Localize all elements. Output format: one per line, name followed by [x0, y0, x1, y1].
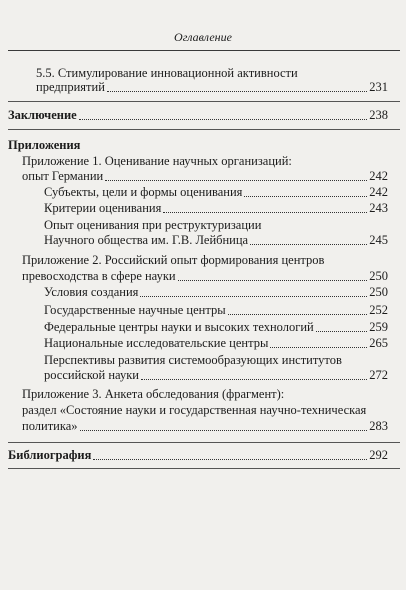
- toc-entry-title: Условия создания: [44, 285, 139, 299]
- toc-entry-app3-line2: раздел «Состояние науки и государственная научно-техническая: [22, 403, 367, 417]
- toc-entry-app1-sub3-line1: Опыт оценивания при реструктуризации: [44, 218, 262, 232]
- page-header-title: Оглавление: [174, 30, 232, 44]
- leader-dots: [270, 347, 367, 348]
- toc-entry-app1-sub1: [44, 185, 388, 200]
- section-separator: [8, 468, 400, 469]
- toc-entry-app1: [22, 169, 388, 184]
- leader-dots: [228, 314, 368, 315]
- toc-entry-title: политика»: [22, 419, 78, 433]
- leader-dots: [316, 331, 368, 332]
- toc-heading-appendices: Приложения: [8, 138, 81, 152]
- toc-entry-title: опыт Германии: [22, 169, 104, 183]
- page-number: 265: [369, 336, 388, 350]
- toc-entry-app2-sub4: [44, 336, 388, 351]
- page-number: 238: [369, 108, 388, 122]
- toc-entry-title: Субъекты, цели и формы оценивания: [44, 185, 243, 199]
- toc-entry-5-5-line1: 5.5. Стимулирование инновационной активности: [36, 66, 298, 80]
- toc-entry-title: Национальные исследовательские центры: [44, 336, 269, 350]
- toc-entry-app2-sub2: [44, 303, 388, 318]
- toc-entry-app1-line1: Приложение 1. Оценивание научных организаций:: [22, 154, 292, 168]
- toc-entry-app1-sub2: [44, 201, 388, 216]
- toc-entry-title: Научного общества им. Г.В. Лейбница: [44, 233, 249, 247]
- section-separator: [8, 129, 400, 130]
- toc-entry-bibliography: [8, 448, 388, 463]
- page-number: 292: [369, 448, 388, 462]
- leader-dots: [244, 196, 367, 197]
- toc-entry-app2-sub5: [44, 368, 388, 383]
- section-separator: [8, 442, 400, 443]
- leader-dots: [140, 296, 367, 297]
- toc-entry-title: Заключение: [8, 108, 77, 122]
- toc-entry-app3: [22, 419, 388, 434]
- leader-dots: [80, 430, 368, 431]
- toc-entry-app3-line1: Приложение 3. Анкета обследования (фрагмент):: [22, 387, 285, 401]
- leader-dots: [79, 119, 368, 120]
- toc-entry-app2-sub3: [44, 320, 388, 335]
- leader-dots: [178, 280, 368, 281]
- page-number: 242: [369, 169, 388, 183]
- toc-entry-app2-sub5-line1: Перспективы развития системообразующих институтов: [44, 353, 342, 367]
- page-number: 250: [369, 285, 388, 299]
- toc-entry-app2-line1: Приложение 2. Российский опыт формирования центров: [22, 253, 325, 267]
- header-rule: [8, 50, 400, 51]
- toc-entry-title: Федеральные центры науки и высоких технологий: [44, 320, 314, 334]
- toc-entry-5-5: [36, 80, 388, 95]
- toc-entry-app2: [22, 269, 388, 284]
- page-number: 252: [369, 303, 388, 317]
- leader-dots: [107, 91, 367, 92]
- toc-entry-title: Библиография: [8, 448, 92, 462]
- page-number: 250: [369, 269, 388, 283]
- leader-dots: [93, 459, 367, 460]
- toc-entry-title: превосходства в сфере науки: [22, 269, 176, 283]
- toc-entry-title: российской науки: [44, 368, 139, 382]
- page-number: 243: [369, 201, 388, 215]
- leader-dots: [141, 379, 367, 380]
- page-number: 283: [369, 419, 388, 433]
- leader-dots: [105, 180, 367, 181]
- toc-entry-app1-sub3: [44, 233, 388, 248]
- page-number: 231: [369, 80, 388, 94]
- leader-dots: [250, 244, 367, 245]
- toc-entry-title: Государственные научные центры: [44, 303, 226, 317]
- page-number: 272: [369, 368, 388, 382]
- page-number: 242: [369, 185, 388, 199]
- leader-dots: [163, 212, 367, 213]
- toc-entry-conclusion: [8, 108, 388, 123]
- toc-entry-app2-sub1: [44, 285, 388, 300]
- toc-entry-title: предприятий: [36, 80, 105, 94]
- section-separator: [8, 101, 400, 102]
- page-number: 245: [369, 233, 388, 247]
- toc-entry-title: Критерии оценивания: [44, 201, 162, 215]
- page-number: 259: [369, 320, 388, 334]
